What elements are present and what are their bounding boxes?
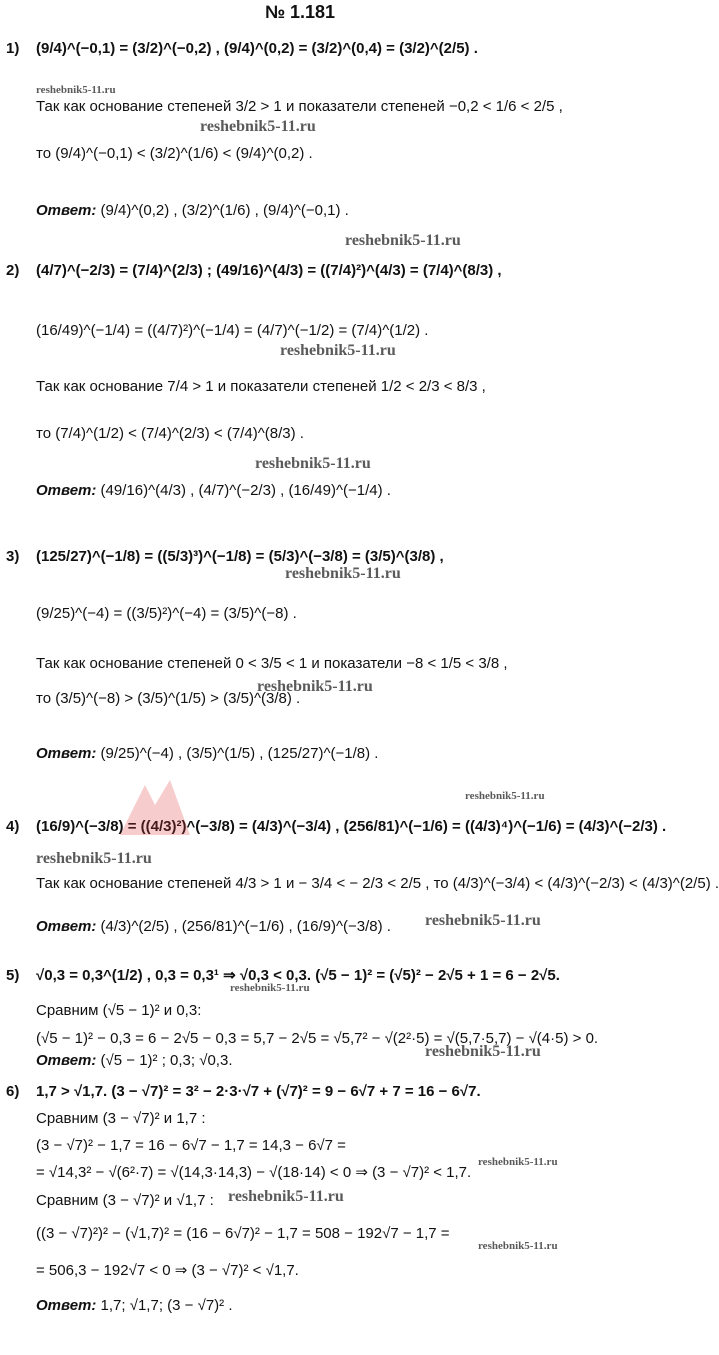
math-text: Сравним (√5 − 1)² и 0,3: bbox=[36, 1002, 202, 1019]
problem-label: 3) bbox=[6, 548, 20, 565]
math-text: (16/9)^(−3/8) = ((4/3)²)^(−3/8) = (4/3)^(−3/4) , (256/81)^(−1/6) = ((4/3)⁴)^(−1/6) = (4/3)^(−2/3) . bbox=[36, 818, 667, 835]
site-watermark: reshebnik5-11.ru bbox=[280, 342, 396, 359]
solution-line bbox=[6, 98, 594, 116]
site-watermark: reshebnik5-11.ru bbox=[255, 455, 371, 472]
answer-label: Ответ: bbox=[36, 482, 97, 499]
answer-label: Ответ: bbox=[36, 918, 97, 935]
math-text: (9/4)^(−0,1) = (3/2)^(−0,2) , (9/4)^(0,2) = (3/2)^(0,4) = (3/2)^(2/5) . bbox=[36, 40, 478, 57]
math-text: ((3 − √7)²)² − (√1,7)² = (16 − 6√7)² − 1,7 = 508 − 192√7 − 1,7 = bbox=[36, 1225, 450, 1242]
math-text: = 506,3 − 192√7 < 0 ⇒ (3 − √7)² < √1,7. bbox=[36, 1262, 299, 1279]
red-stamp-mark bbox=[110, 775, 200, 845]
math-text: Сравним (3 − √7)² и √1,7 : bbox=[36, 1192, 214, 1209]
math-text: (9/25)^(−4) = ((3/5)²)^(−4) = (3/5)^(−8) . bbox=[36, 605, 297, 622]
solution-line bbox=[6, 1262, 594, 1280]
solution-line bbox=[6, 1110, 594, 1128]
math-text: Так как основание степеней 3/2 > 1 и показатели степеней −0,2 < 1/6 < 2/5 , bbox=[36, 98, 563, 115]
math-text: 1,7 > √1,7. (3 − √7)² = 3² − 2·3·√7 + (√7)² = 9 − 6√7 + 7 = 16 − 6√7. bbox=[36, 1083, 481, 1100]
solution-line bbox=[6, 1297, 594, 1315]
site-watermark: reshebnik5-11.ru bbox=[478, 1156, 558, 1168]
math-text: = √14,3² − √(6²·7) = √(14,3·14,3) − √(18·14) < 0 ⇒ (3 − √7)² < 1,7. bbox=[36, 1164, 472, 1181]
math-text: Сравним (3 − √7)² и 1,7 : bbox=[36, 1110, 206, 1127]
problem-label: 4) bbox=[6, 818, 20, 835]
problem-label: 2) bbox=[6, 262, 20, 279]
solution-line bbox=[6, 262, 594, 280]
answer-label: Ответ: bbox=[36, 745, 97, 762]
math-text: 1,7; √1,7; (3 − √7)² . bbox=[96, 1297, 233, 1314]
math-text: Так как основание степеней 4/3 > 1 и − 3/4 < − 2/3 < 2/5 , то (4/3)^(−3/4) < (4/3)^(−2/3) < (4/3)^(2/5) . bbox=[36, 875, 719, 892]
math-text: (125/27)^(−1/8) = ((5/3)³)^(−1/8) = (5/3)^(−3/8) = (3/5)^(3/8) , bbox=[36, 548, 444, 565]
solution-line bbox=[6, 548, 594, 566]
solution-line bbox=[6, 1083, 594, 1101]
site-watermark: reshebnik5-11.ru bbox=[36, 850, 152, 867]
answer-label: Ответ: bbox=[36, 1297, 97, 1314]
solution-line bbox=[6, 322, 594, 340]
math-text: то (7/4)^(1/2) < (7/4)^(2/3) < (7/4)^(8/3) . bbox=[36, 425, 304, 442]
math-text: Так как основание степеней 0 < 3/5 < 1 и показатели −8 < 1/5 < 3/8 , bbox=[36, 655, 508, 672]
site-watermark: reshebnik5-11.ru bbox=[425, 1043, 541, 1060]
solution-line bbox=[6, 1137, 594, 1155]
math-text: (√5 − 1)² ; 0,3; √0,3. bbox=[96, 1052, 233, 1069]
solution-line bbox=[6, 202, 594, 220]
page-title: № 1.181 bbox=[264, 2, 336, 22]
math-text: то (9/4)^(−0,1) < (3/2)^(1/6) < (9/4)^(0,2) . bbox=[36, 145, 313, 162]
problem-label: 6) bbox=[6, 1083, 20, 1100]
math-text: (49/16)^(4/3) , (4/7)^(−2/3) , (16/49)^(−1/4) . bbox=[96, 482, 391, 499]
math-text: (9/4)^(0,2) , (3/2)^(1/6) , (9/4)^(−0,1) . bbox=[96, 202, 349, 219]
answer-label: Ответ: bbox=[36, 1052, 97, 1069]
math-text: (4/3)^(2/5) , (256/81)^(−1/6) , (16/9)^(−3/8) . bbox=[96, 918, 391, 935]
problem-label: 1) bbox=[6, 40, 20, 57]
math-text: (16/49)^(−1/4) = ((4/7)²)^(−1/4) = (4/7)^(−1/2) = (7/4)^(1/2) . bbox=[36, 322, 429, 339]
solution-line bbox=[6, 875, 719, 893]
math-text: √0,3 = 0,3^(1/2) , 0,3 = 0,3¹ ⇒ √0,3 < 0,3. (√5 − 1)² = (√5)² − 2√5 + 1 = 6 − 2√5. bbox=[36, 967, 560, 984]
solution-line bbox=[6, 40, 594, 58]
math-text: (3 − √7)² − 1,7 = 16 − 6√7 − 1,7 = 14,3 − 6√7 = bbox=[36, 1137, 346, 1154]
site-watermark: reshebnik5-11.ru bbox=[200, 118, 316, 135]
solution-line bbox=[6, 145, 594, 163]
site-watermark: reshebnik5-11.ru bbox=[478, 1240, 558, 1252]
solution-line bbox=[6, 425, 594, 443]
math-text: то (3/5)^(−8) > (3/5)^(1/5) > (3/5)^(3/8) . bbox=[36, 690, 301, 707]
site-watermark: reshebnik5-11.ru bbox=[425, 912, 541, 929]
site-watermark: reshebnik5-11.ru bbox=[465, 790, 545, 802]
solution-line bbox=[6, 482, 594, 500]
math-text: (√5 − 1)² − 0,3 = 6 − 2√5 − 0,3 = 5,7 − 2√5 = √5,7² − √(2²·5) = √(5,7·5,7) − √(4·5) > 0. bbox=[36, 1030, 599, 1047]
problem-label: 5) bbox=[6, 967, 20, 984]
site-watermark: reshebnik5-11.ru bbox=[36, 84, 116, 96]
solution-line bbox=[6, 605, 594, 623]
solution-line bbox=[6, 818, 667, 836]
math-text: (4/7)^(−2/3) = (7/4)^(2/3) ; (49/16)^(4/3) = ((7/4)²)^(4/3) = (7/4)^(8/3) , bbox=[36, 262, 502, 279]
math-text: (9/25)^(−4) , (3/5)^(1/5) , (125/27)^(−1/8) . bbox=[96, 745, 379, 762]
solution-line bbox=[6, 378, 594, 396]
solution-line bbox=[6, 655, 594, 673]
site-watermark: reshebnik5-11.ru bbox=[257, 678, 373, 695]
site-watermark: reshebnik5-11.ru bbox=[228, 1188, 344, 1205]
math-text: Так как основание 7/4 > 1 и показатели степеней 1/2 < 2/3 < 8/3 , bbox=[36, 378, 486, 395]
answer-label: Ответ: bbox=[36, 202, 97, 219]
site-watermark: reshebnik5-11.ru bbox=[345, 232, 461, 249]
site-watermark: reshebnik5-11.ru bbox=[285, 565, 401, 582]
solution-line bbox=[6, 1002, 594, 1020]
site-watermark: reshebnik5-11.ru bbox=[230, 982, 310, 994]
solution-line bbox=[6, 745, 594, 763]
